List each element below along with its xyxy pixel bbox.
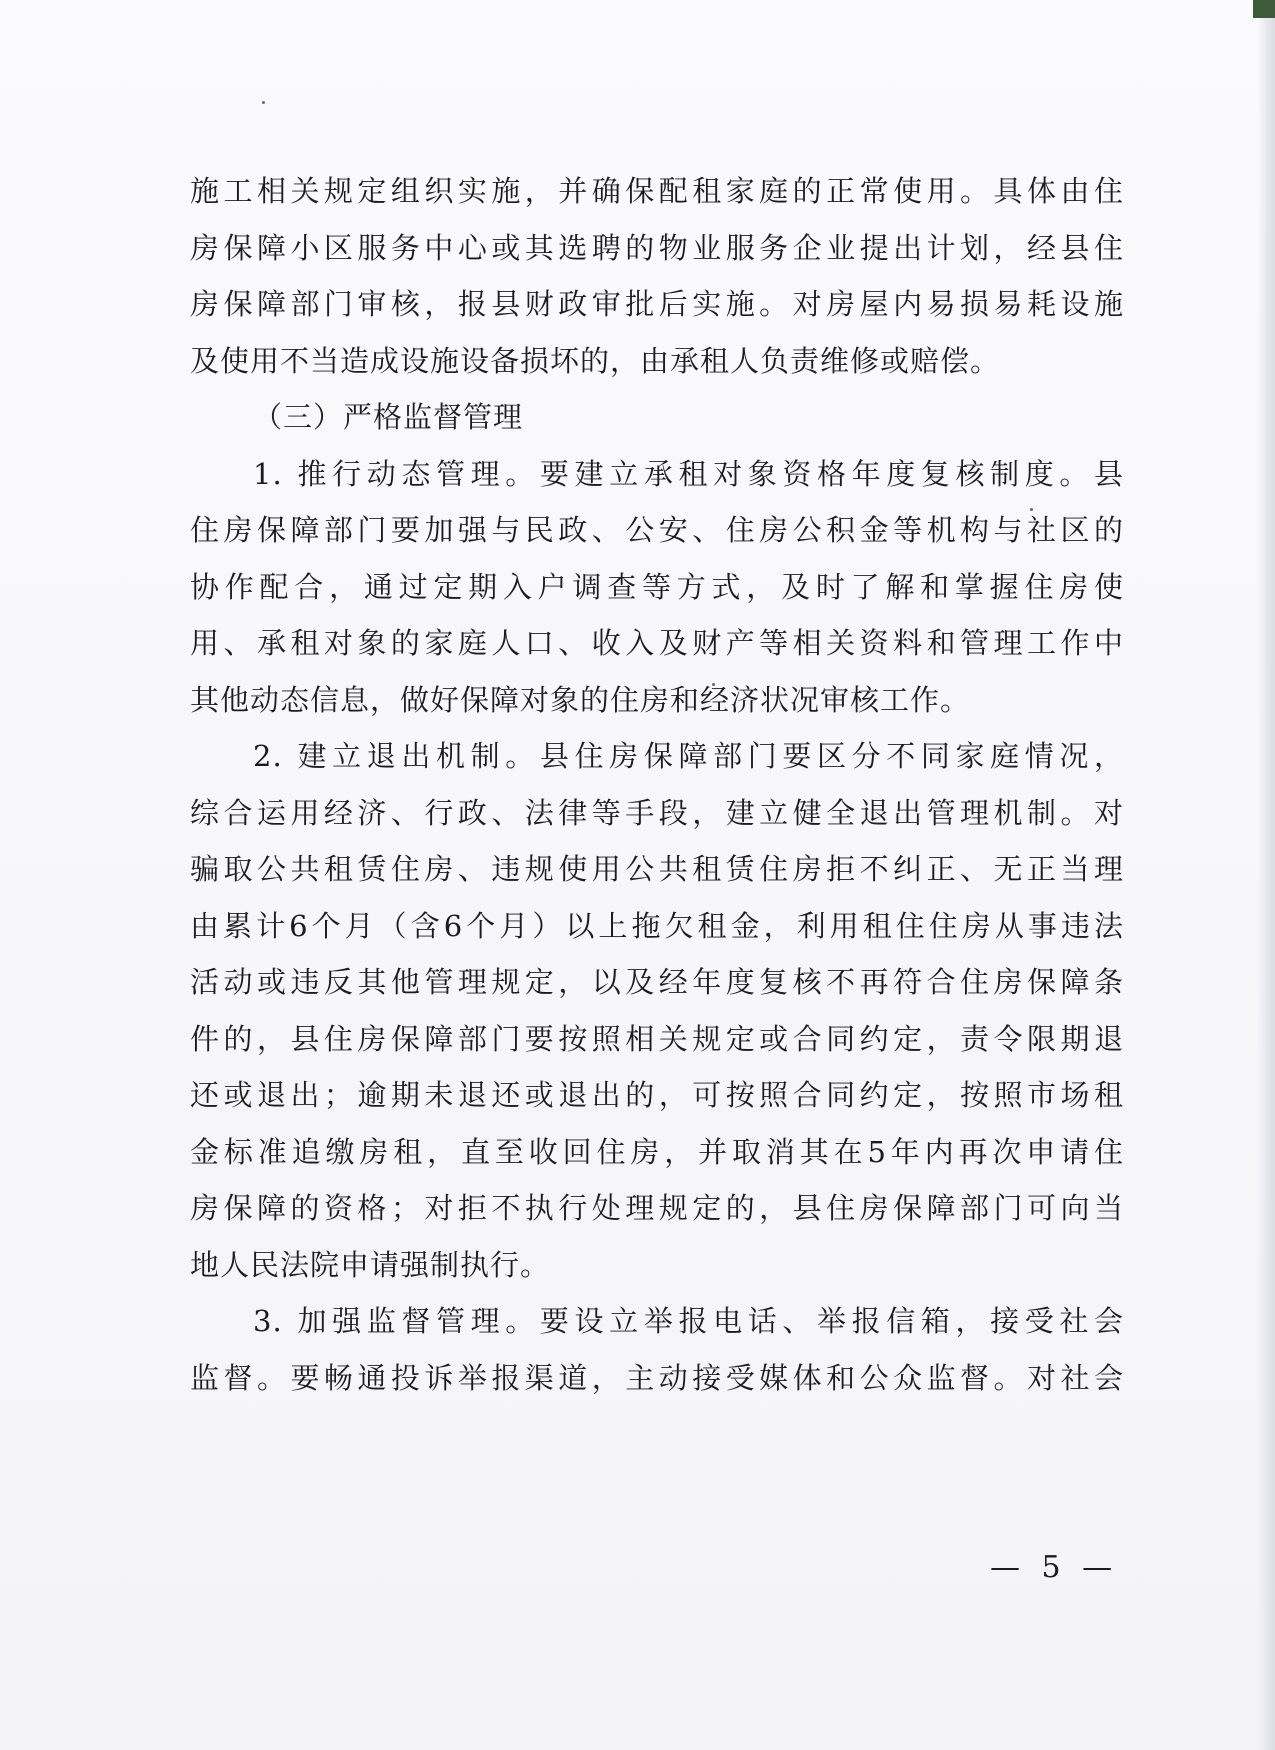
text-line: 件的，县住房保障部门要按照相关规定或合同约定，责令限期退	[190, 1021, 1124, 1056]
text-line: 房保障的资格；对拒不执行处理规定的，县住房保障部门可向当	[190, 1191, 1124, 1225]
body-text	[190, 163, 1124, 1406]
text-line: 房保障小区服务中心或其选聘的物业服务企业提出计划，经县住	[190, 230, 1124, 265]
text-line: 监督。要畅通投诉举报渠道，主动接受媒体和公众监督。对社会	[190, 1360, 1124, 1395]
text-line: 骗取公共租赁住房、违规使用公共租赁住房拒不纠正、无正当理	[190, 852, 1124, 886]
corner-mark	[1253, 0, 1275, 18]
text-line: 1. 推行动态管理。要建立承租对象资格年度复核制度。县	[253, 456, 1124, 491]
text-line: 还或退出；逾期未退还或退出的，可按照合同约定，按照市场租	[190, 1078, 1124, 1112]
section-heading: （三）严格监督管理	[253, 400, 524, 434]
text-line: 协作配合，通过定期入户调查等方式，及时了解和掌握住房使	[190, 569, 1124, 604]
text-line: 地人民法院申请强制执行。	[190, 1247, 551, 1282]
scan-speck	[262, 101, 265, 104]
text-line: 施工相关规定组织实施，并确保配租家庭的正常使用。具体由住	[190, 174, 1124, 208]
text-line: 住房保障部门要加强与民政、公安、住房公积金等机构与社区的	[190, 513, 1124, 547]
text-line: 其他动态信息，做好保障对象的住房和经济状况审核工作。	[190, 682, 971, 717]
text-line: 综合运用经济、行政、法律等手段，建立健全退出管理机制。对	[190, 795, 1124, 830]
text-line: 金标准追缴房租，直至收回住房，并取消其在5年内再次申请住	[190, 1134, 1124, 1169]
text-line: 2. 建立退出机制。县住房保障部门要区分不同家庭情况，	[253, 739, 1124, 773]
text-line: 及使用不当造成设施设备损坏的，由承租人负责维修或赔偿。	[190, 343, 1001, 378]
text-line: 由累计6个月（含6个月）以上拖欠租金，利用租住住房从事违法	[190, 908, 1124, 943]
text-line: 活动或违反其他管理规定，以及经年度复核不再符合住房保障条	[190, 965, 1124, 999]
page-edge-shadow	[1257, 0, 1275, 1750]
text-line: 房保障部门审核，报县财政审批后实施。对房屋内易损易耗设施	[190, 287, 1124, 321]
text-line: 3. 加强监督管理。要设立举报电话、举报信箱，接受社会	[253, 1304, 1124, 1338]
text-line: 用、承租对象的家庭人口、收入及财产等相关资料和管理工作中	[190, 626, 1124, 660]
page-number: — 5 —	[990, 1550, 1119, 1585]
